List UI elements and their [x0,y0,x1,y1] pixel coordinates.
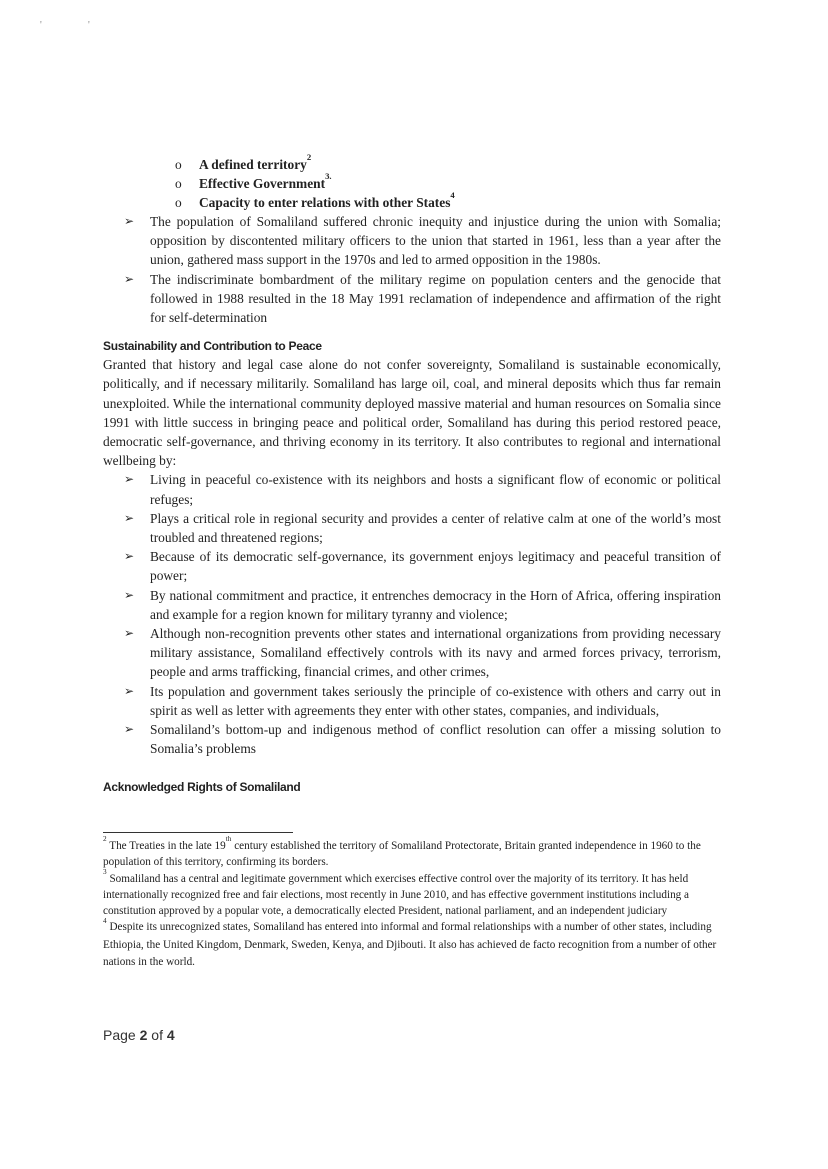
footnote-text: century established the territory of Somaliland Protectorate, Britain granted independence in 1960 to the population of this territory, confirming its borders. [103,840,701,869]
paragraph: Granted that history and legal case alone do not confer sovereignty, Somaliland is sustainable economically, politically, and if necessary militarily. Somaliland has large oil, coal, and mineral deposits which thus far remain unexploited. While the international community deployed massive material and human resources on Somalia since 1991 with little success in bringing peace and political order, Somaliland has during this period restored peace, democratic self-governance, and thriving economy in its territory. It also contributes to regional and international wellbeing by: [103,357,721,469]
total-pages-number: 4 [166,1027,175,1043]
arrow-bullet-icon: ➢ [124,214,135,228]
scan-mark: ' [88,20,90,31]
list-item [103,547,721,585]
footnote-number: 2 [103,835,107,844]
list-item [103,720,721,758]
history-list [103,212,721,327]
list-item-text: Somaliland’s bottom-up and indigenous method of conflict resolution can offer a missing solution to Somalia’s problems [150,722,721,757]
list-item-text: Its population and government takes seriously the principle of co-existence with others and carry out in spirit as well as letter with agreements they enter with other states, companies, and individuals, [150,683,721,718]
list-item [103,624,721,682]
arrow-bullet-icon: ➢ [124,683,135,698]
footnote [103,867,717,920]
scan-mark: ' [40,20,42,31]
arrow-bullet-icon: ➢ [124,510,135,525]
footnotes [103,835,717,972]
section-heading: Acknowledged Rights of Somaliland [103,780,301,795]
list-item-text: Because of its democratic self-governance, its government enjoys legitimacy and peaceful transition of power; [150,549,721,584]
contributions-list [103,470,721,758]
list-item [103,586,721,624]
list-item-text: A defined territory [199,157,307,172]
arrow-bullet-icon: ➢ [124,549,135,564]
footnote-divider [103,832,293,833]
list-item-text: The indiscriminate bombardment of the military regime on population centers and the genocide that followed in 1988 resulted in the 18 May 1991 reclamation of independence and affirmation of the right for self-determination [150,271,721,326]
circle-bullet-icon: o [175,157,182,172]
footnote-ref: 3. [325,171,332,182]
footnote-ref: 4 [450,190,455,201]
arrow-bullet-icon: ➢ [124,587,135,602]
page-of-label: of [147,1027,167,1043]
arrow-bullet-icon: ➢ [124,271,135,286]
circle-bullet-icon: o [175,176,182,191]
list-item [175,152,721,174]
list-item-text: Plays a critical role in regional security and provides a center of relative calm at one of the world’s most troubled and threatened regions; [150,510,721,546]
page-footer [103,1027,175,1043]
list-item-text: Living in peaceful co-existence with its neighbors and hosts a significant flow of economic or political refuges; [150,472,721,507]
footnote [103,916,717,972]
list-item-text: Capacity to enter relations with other States [199,195,451,210]
footnote-ref: 2 [306,152,312,163]
document-page [103,152,721,796]
arrow-bullet-icon: ➢ [124,472,135,487]
list-item [103,212,721,270]
circle-bullet-icon: o [175,195,182,210]
footnote-number: 3 [103,867,107,876]
current-page-number: 2 [139,1027,148,1043]
list-item [103,682,721,720]
footnote-number: 4 [103,916,107,925]
list-item [103,470,721,508]
list-item [103,270,721,328]
page-label: Page [103,1027,140,1043]
list-item [175,190,721,212]
footnote [103,835,717,871]
footnote-text: Somaliland has a central and legitimate government which exercises effective control over the majority of its territory. It has held internationally recognized free and fair elections, most recently in June 2010, and has effective government institutions including a constitution approved by a popular vote, a democratically elected President, national parliament, and an independent judiciary [103,872,690,918]
section-heading: Sustainability and Contribution to Peace [103,339,322,354]
footnote-text: The Treaties in the late 19 [106,840,226,852]
list-item-text: The population of Somaliland suffered chronic inequity and injustice during the union with Somalia; opposition by discontented military officers to the union that started in 1961, less than a year after the union, gathered mass support in the 1970s and led to armed opposition in the 1980s. [150,214,721,268]
list-item-text: By national commitment and practice, it entrenches democracy in the Horn of Africa, offering inspiration and example for a region known for military tyranny and violence; [150,587,721,622]
arrow-bullet-icon: ➢ [124,722,135,737]
list-item-text: Effective Government [199,176,326,191]
statehood-criteria-list [175,152,721,212]
arrow-bullet-icon: ➢ [124,626,135,641]
list-item [103,509,721,547]
list-item-text: Although non-recognition prevents other states and international organizations from providing necessary military assistance, Somaliland effectively controls with its navy and armed forces privacy, terrorism, people and arms trafficking, financial crimes, and other crimes, [150,626,721,680]
footnote-text: Despite its unrecognized states, Somaliland has entered into informal and formal relationships with a number of other states, including Ethiopia, the United Kingdom, Denmark, Sweden, Kenya, and Djibouti. It also has achieved de facto recognition from a number of other nations in the world. [103,921,717,969]
footnote-superscript: th [225,835,232,844]
list-item [175,171,721,193]
